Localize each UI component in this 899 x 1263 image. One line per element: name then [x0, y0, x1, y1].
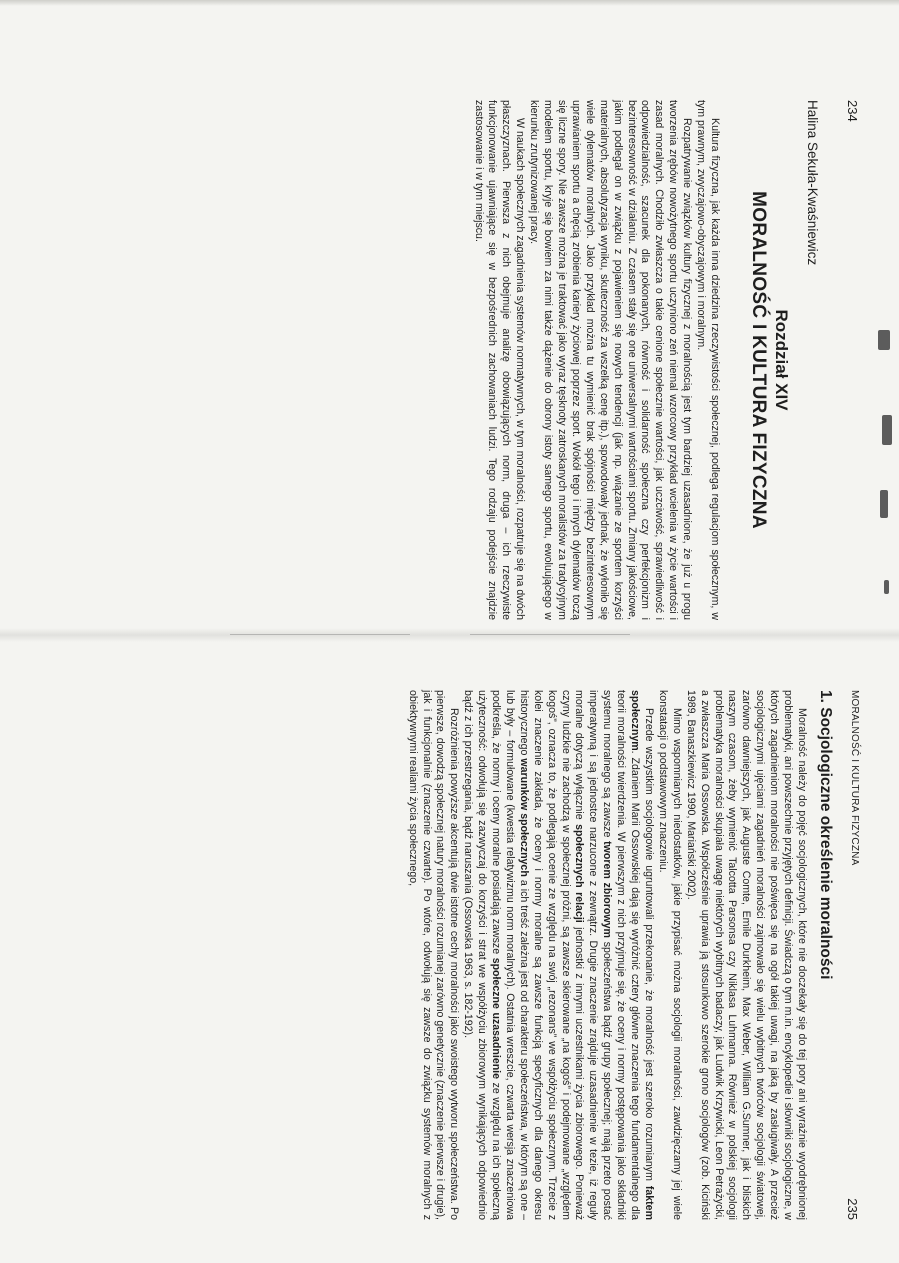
gutter-line [230, 634, 410, 635]
chapter-title: MORALNOŚĆ I KULTURA FIZYCZNA [748, 191, 769, 529]
book-gutter [0, 628, 899, 642]
scan-speck [882, 415, 892, 445]
scan-edge [0, 0, 899, 6]
emphasized-term: społecznych relacji [573, 824, 586, 923]
emphasized-term: warunków społecznych [517, 758, 530, 877]
scan-speck [884, 580, 889, 594]
right-running-head [842, 690, 860, 1220]
page-number-left: 234 [845, 100, 860, 122]
text-run: . Zdaniem Marii Ossowskiej dają się wyróżnić cztery główne znaczenia tego fundamentalnego dla teorii moralności twierdzenia. W pierwszym z nich przyjmuje się, że oceny i normy postępowania jako składniki systemu moralnego są zawsze [601, 690, 642, 1220]
left-running-head [842, 100, 860, 620]
scan-speck [878, 330, 890, 350]
running-head-title: MORALNOŚĆ I KULTURA FIZYCZNA [849, 690, 860, 866]
text-run: społeczeństwa bądź grupy społecznej; mają przeto postać imperatywną i są jednostce narzucone z zewnątrz. Drugie znaczenie zrajduje uzasadnienie w tezie, iż reguły moralne dotyczą wyłącznie [573, 690, 614, 1220]
text-run: Moralność należy do pojęć socjologicznych, które nie doczekały się do tej pory ani wyraźnie wyodrębnionej problematyki, ani powszechnie przyjętych definicji. Świadczą o tym m.in. encyklopedie i słowniki socjologiczne, w których zagadnieniom moralności nie poświęca się na ogół takiej uwagi, na jaką by zasługiwały. A przecież socjologicznymi ujęciami zagadnień moralności zajmowało się wielu wybitnych twórców socjologii światowej, zarówno dawniejszych, jak Auguste Comte, Emile Durkheim, Max Weber, William G.Sumner, jak i bliskich naszym czasom, żeby wymienić Talcotta Parsonsa czy Niklasa Luhmanna. Również w polskiej socjologii problematyka moralności skupiała uwagę niektórych wybitnych badaczy, jak Ludwik Krzywicki, Leon Petrażycki, a zwłaszcza Maria Ossowska. Współcześnie uprawia ją stosunkowo szerokie grono socjologów (zob. Kiciński 1989, Banaszkiewicz 1990, Mariański 2002). [684, 690, 808, 1220]
paragraph: Rozpatrywanie związków kultury fizycznej z moralnością jest tym bardziej uzasadnione, że już u progu tworzenia zrębów nowożytnego sportu uczyniono zeń niemal wzorcowy przykład wcielenia w życie wartości i zasad moralnych. Chodziło zwłaszcza o takie cenione społecznie wartości, jak uczciwość, sprawiedliwość i odpowiedzialność, szacunek dla pokonanych, równość i solidarność społeczna czy perfekcjonizm i bezinteresowność w działaniu. Z czasem stały się one uniwersalnymi wartościami sportu. Zmiany jakościowe, jakim podlegał on w związku z pojawieniem się nowych tendencji (jak np. wiązanie ze sportem korzyści materialnych, absolutyzacja wyniku, skuteczność za wszelką cenę itp.), spowodowały jednak, że wyłoniło się wiele dylematów moralnych. Jako przykład można tu wymienić brak spójności między bezinteresownym uprawianiem sportu a chęcią zrobienia kariery życiowej poprzez sport. Wokół tego i innych dylematów toczą się liczne spory. Nie zawsze można je traktować jako wyraz tęsknoty zatroskanych moralistów za tradycyjnym modelem sportu, kryje się bowiem za nimi także dążenie do obrony istoty samego sportu, ewoluującego w kierunku zrutynizowanej pracy. [528, 100, 694, 620]
page-number-right: 235 [845, 1198, 860, 1220]
emphasized-term: tworem zbiorowym [601, 841, 614, 938]
text-run: Rozróżnienia powyższe akcentują dwie istotne cechy moralności jako swoistego wytworu społeczeństwa. Po pierwsze, dowodzą społecznej natury moralności rozumianej zarówno genetycznie (znaczenie pierwsze i drugie), jak i funkcjonalnie (znaczenie czwarte). Po wtóre, odwołują się zawsze do związku systemów moralnych z obiektywnymi realiami życia społecznego, [406, 690, 461, 1220]
chapter-label: Rozdział XIV [772, 309, 791, 411]
text-run: Przede wszystkim socjologowie ugruntowali przekonanie, że moralność jest szeroko rozumianym [643, 708, 656, 1186]
left-body-text [471, 100, 721, 620]
paragraph [460, 690, 655, 1220]
text-run: a ich treść zależna jest od charakteru społeczeństwa, w którym są one – lub były – formułowane (kwestia relatywizmu norm moralnych). Ostatnia wreszcie, czwarta wersja znaczeniowa podkreśla, że normy i oceny moralne posiadają zawsze [490, 690, 530, 1220]
text-run: Mimo wspomnianych niedostatków, jakie przypisać można socjologii moralności, zawdzięczamy jej wiele konstatacji o podstawowym znaczeniu. [656, 690, 683, 1220]
right-body-text [405, 690, 808, 1220]
paragraph [405, 690, 461, 1220]
text-run: ze względu na ich społeczną użyteczność: odwołują się zazwyczaj do korzyści i strat we współżyciu zbiorowym wynikających odpowiednio bądź z ich przestrzegania, bądź naruszania (Ossowska 1963, s. 182-192). [462, 690, 503, 1220]
paragraph: Kultura fizyczna, jak każda inna dziedzina rzeczywistości społecznej, podlega regulacjom społecznym, w tym prawnym, zwyczajowo-obyczajowym i moralnym. [695, 100, 721, 620]
emphasized-term: faktem społecznym [629, 690, 656, 1220]
text-run: jednostki z innymi uczestnikami życia zbiorowego. Ponieważ czyny ludzkie nie zachodzą w społecznej próżni, są zawsze skierowane „na kogoś” i podejmowane „względem kogoś”, oznacza to, że podlegają ocenie ze względu na swój „rezonans” we współżyciu społecznym. Trzecie z kolei znaczenie zakłada, że oceny i normy moralne są zawsze funkcją specyficznych dla danego okresu historycznego [517, 690, 586, 1221]
gutter-line [470, 634, 630, 635]
paragraph [655, 690, 683, 1220]
right-page [140, 690, 860, 1220]
emphasized-term: społeczne uzasadnienie [490, 957, 503, 1080]
paragraph [683, 690, 808, 1220]
paragraph: W naukach społecznych zagadnienia systemów normatywnych, w tym moralności, rozpatruje się na dwóch płaszczyznach. Pierwsza z nich obejmuje analizę obowiązujących norm, druga – ich rzeczywiste funkcjonowanie ujawniające się w bezpośrednich zachowaniach ludzi. Tego rodzaju podejście znajdzie zastosowanie i w tym miejscu. [472, 100, 527, 620]
left-page [130, 100, 860, 620]
scan-speck [880, 490, 888, 518]
chapter-author: Halina Sekuła-Kwaśniewicz [805, 100, 820, 266]
section-title: 1. Socjologiczne określenie moralności [817, 690, 834, 980]
